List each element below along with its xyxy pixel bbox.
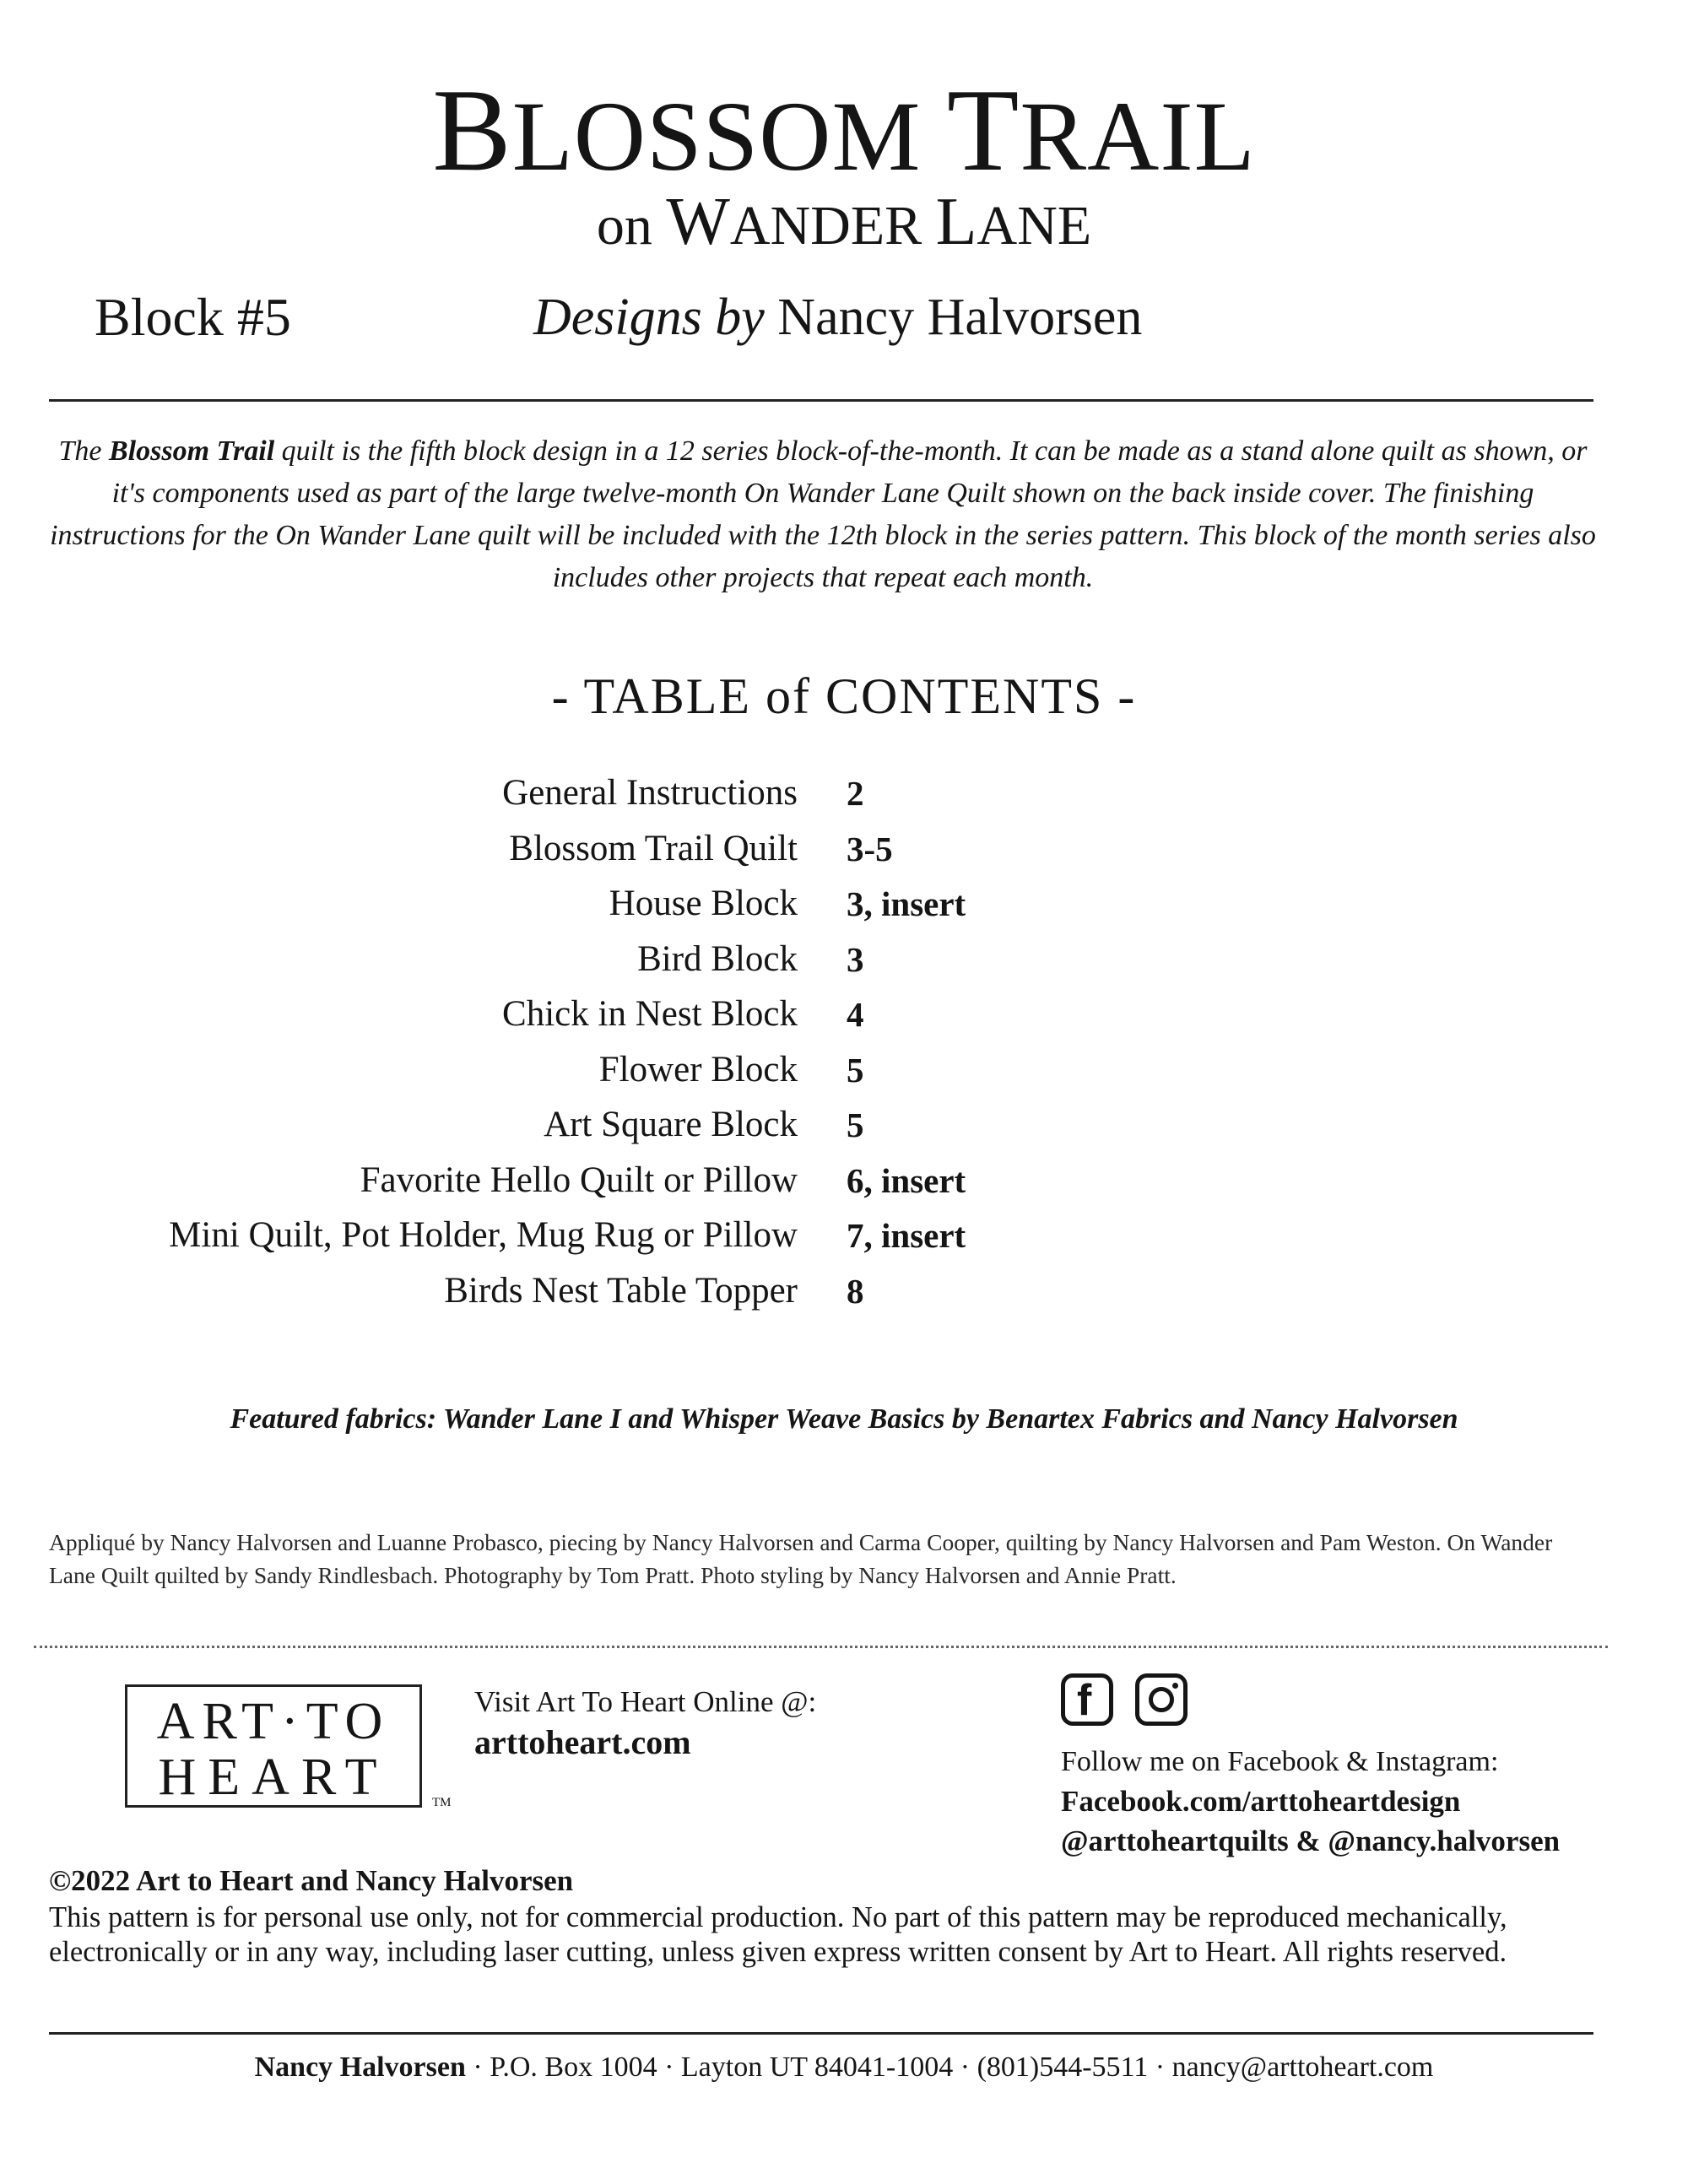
toc-entry-label: Chick in Nest Block xyxy=(502,994,798,1034)
toc-entry xyxy=(0,934,1688,990)
toc-entry-label: General Instructions xyxy=(502,773,798,813)
pattern-subtitle: on WANDER LANE xyxy=(596,185,1092,259)
facebook-link[interactable]: Facebook.com/arttoheartdesign xyxy=(1061,1785,1461,1818)
toc-entry-page: 3-5 xyxy=(847,829,893,868)
toc-entry xyxy=(0,989,1688,1045)
website-prompt: Visit Art To Heart Online @: xyxy=(474,1685,817,1718)
logo-line-2: HEART xyxy=(158,1749,389,1806)
toc-title: - TABLE of CONTENTS - xyxy=(551,668,1137,724)
follow-text: Follow me on Facebook & Instagram: xyxy=(1061,1746,1499,1777)
toc-entry xyxy=(0,1100,1688,1155)
block-number: Block #5 xyxy=(95,287,291,347)
designer-credit: Designs by Nancy Halvorsen xyxy=(533,289,1143,346)
table-of-contents xyxy=(0,768,1688,1321)
toc-entry-page: 3, insert xyxy=(847,884,966,923)
toc-entry-label: Mini Quilt, Pot Holder, Mug Rug or Pillow xyxy=(169,1215,798,1255)
toc-entry-page: 8 xyxy=(847,1271,864,1311)
instagram-handles[interactable]: @arttoheartquilts & @nancy.halvorsen xyxy=(1061,1825,1561,1857)
credits-text: Appliqué by Nancy Halvorsen and Luanne Probasco, piecing by Nancy Halvorsen and Carma Cooper, quilting by Nancy Halvorsen and Pam Weston. On Wander Lane Quilt quilted by Sandy Rindlesbach. Photography by Tom Pratt. Photo styling by Nancy Halvorsen and Annie Pratt. xyxy=(49,1529,1553,1588)
toc-entry xyxy=(0,1045,1688,1100)
toc-entry xyxy=(0,878,1688,934)
toc-entry-page: 5 xyxy=(847,1050,864,1089)
logo-line-1: ART·TO xyxy=(156,1693,391,1750)
toc-entry xyxy=(0,1155,1688,1211)
intro-paragraph: The Blossom Trail quilt is the fifth block design in a 12 series block-of-the-month. It can be made as a stand alone quilt as shown, or it's components used as part of the large twelve-month On Wander Lane Quilt shown on the back inside cover. The finishing instructions for the On Wander Lane quilt will be included with the 12th block in the series pattern. This block of the month series also includes other projects that repeat each month. xyxy=(50,435,1596,593)
toc-entry-page: 6, insert xyxy=(847,1160,966,1200)
toc-entry-label: House Block xyxy=(609,884,798,923)
featured-fabrics: Featured fabrics: Wander Lane I and Whisper Weave Basics by Benartex Fabrics and Nancy Halvorsen xyxy=(230,1403,1458,1435)
toc-entry xyxy=(0,1210,1688,1266)
toc-entry-label: Favorite Hello Quilt or Pillow xyxy=(360,1160,798,1200)
art-to-heart-logo xyxy=(125,1684,422,1808)
website-link[interactable]: arttoheart.com xyxy=(474,1723,691,1761)
toc-entry-page: 7, insert xyxy=(847,1216,966,1255)
copyright-line: ©2022 Art to Heart and Nancy Halvorsen xyxy=(49,1864,574,1897)
toc-entry xyxy=(0,1266,1688,1322)
usage-notice: This pattern is for personal use only, not for commercial production. No part of this pattern may be reproduced mechanically, electronically or in any way, including laser cutting, unless given express written consent by Art to Heart. All rights reserved. xyxy=(49,1901,1507,1968)
toc-entry-label: Bird Block xyxy=(637,938,798,979)
header-divider xyxy=(49,399,1593,402)
pattern-title: BLOSSOM TRAIL xyxy=(432,65,1256,196)
toc-entry-label: Birds Nest Table Topper xyxy=(444,1270,798,1311)
toc-entry-label: Blossom Trail Quilt xyxy=(509,828,798,868)
toc-entry-page: 3 xyxy=(847,939,864,979)
toc-entry-page: 5 xyxy=(847,1106,864,1144)
instagram-icon[interactable] xyxy=(1135,1673,1188,1726)
footer-divider xyxy=(49,2032,1593,2035)
dotted-divider xyxy=(34,1646,1608,1648)
toc-entry xyxy=(0,768,1688,824)
toc-entry-label: Flower Block xyxy=(598,1049,798,1089)
toc-entry-page: 2 xyxy=(847,774,864,813)
facebook-icon[interactable]: f xyxy=(1061,1673,1113,1726)
toc-entry-label: Art Square Block xyxy=(544,1105,798,1144)
contact-footer: Nancy Halvorsen · P.O. Box 1004 · Layton UT 84041-1004 · (801)544-5511 · nancy@arttoheart.com xyxy=(254,2052,1434,2083)
toc-entry-page: 4 xyxy=(847,995,864,1034)
toc-entry xyxy=(0,824,1688,879)
trademark-mark: TM xyxy=(432,1796,452,1809)
